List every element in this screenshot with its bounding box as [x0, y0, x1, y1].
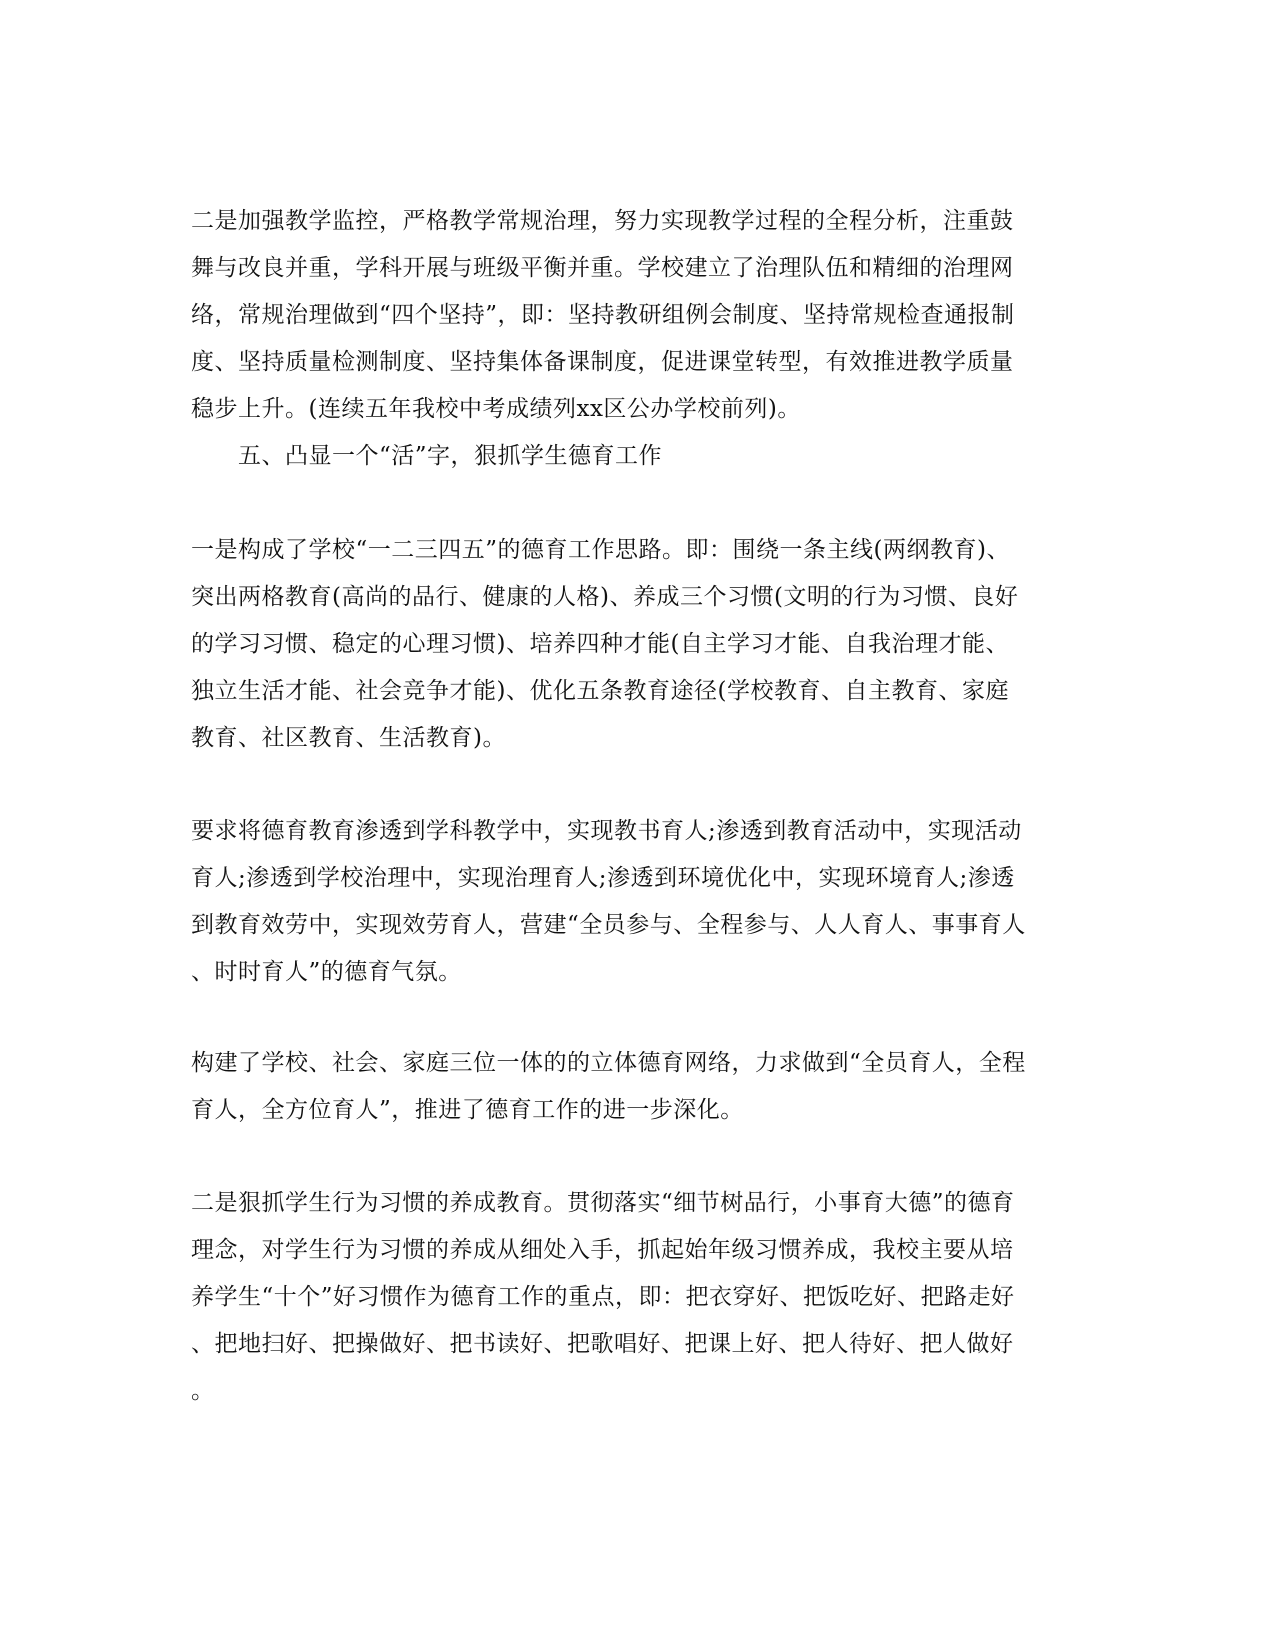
- text-line: 舞与改良并重，学科开展与班级平衡并重。学校建立了治理队伍和精细的治理网: [191, 255, 1014, 281]
- text-line: 、时时育人”的德育气氛。: [191, 959, 462, 985]
- section-heading-five: 五、凸显一个“活”字，狠抓学生德育工作: [238, 443, 663, 469]
- paragraph-education-network: [191, 1040, 1091, 1134]
- text-line: 教育、社区教育、生活教育)。: [191, 725, 506, 751]
- paragraph-moral-education-approach: [191, 527, 1091, 762]
- text-line: 稳步上升。(连续五年我校中考成绩列xx区公办学校前列)。: [191, 396, 801, 422]
- text-line: 养学生“十个”好习惯作为德育工作的重点，即：把衣穿好、把饭吃好、把路走好: [191, 1284, 1015, 1310]
- text-line: 络，常规治理做到“四个坚持”，即：坚持教研组例会制度、坚持常规检查通报制: [191, 302, 1015, 328]
- text-line: 到教育效劳中，实现效劳育人，营建“全员参与、全程参与、人人育人、事事育人: [191, 912, 1026, 938]
- text-line: 的学习习惯、稳定的心理习惯)、培养四种才能(自主学习才能、自我治理才能、: [191, 631, 1009, 657]
- text-line: 二是狠抓学生行为习惯的养成教育。贯彻落实“细节树品行，小事育大德”的德育: [191, 1190, 1015, 1216]
- text-line: 二是加强教学监控，严格教学常规治理，努力实现教学过程的全程分析，注重鼓: [191, 208, 1014, 234]
- paragraph-moral-infiltration: [191, 808, 1091, 996]
- paragraph-teaching-monitoring: [191, 198, 1091, 433]
- text-line: 一是构成了学校“一二三四五”的德育工作思路。即：围绕一条主线(两纲教育)、: [191, 537, 1010, 563]
- text-line: 度、坚持质量检测制度、坚持集体备课制度，促进课堂转型，有效推进教学质量: [191, 349, 1014, 375]
- paragraph-habit-formation: [191, 1180, 1091, 1415]
- text-line: 育人;渗透到学校治理中，实现治理育人;渗透到环境优化中，实现环境育人;渗透: [191, 865, 1015, 891]
- text-line: 理念，对学生行为习惯的养成从细处入手，抓起始年级习惯养成，我校主要从培: [191, 1237, 1014, 1263]
- text-line: 独立生活才能、社会竞争才能)、优化五条教育途径(学校教育、自主教育、家庭: [191, 678, 1009, 704]
- text-line: 要求将德育教育渗透到学科教学中，实现教书育人;渗透到教育活动中，实现活动: [191, 818, 1022, 844]
- text-line: 。: [191, 1378, 215, 1404]
- text-line: 、把地扫好、把操做好、把书读好、把歌唱好、把课上好、把人待好、把人做好: [191, 1331, 1014, 1357]
- text-line: 育人，全方位育人”，推进了德育工作的进一步深化。: [191, 1097, 744, 1123]
- text-line: 突出两格教育(高尚的品行、健康的人格)、养成三个习惯(文明的行为习惯、良好: [191, 584, 1019, 610]
- text-line: 构建了学校、社会、家庭三位一体的的立体德育网络，力求做到“全员育人，全程: [191, 1050, 1026, 1076]
